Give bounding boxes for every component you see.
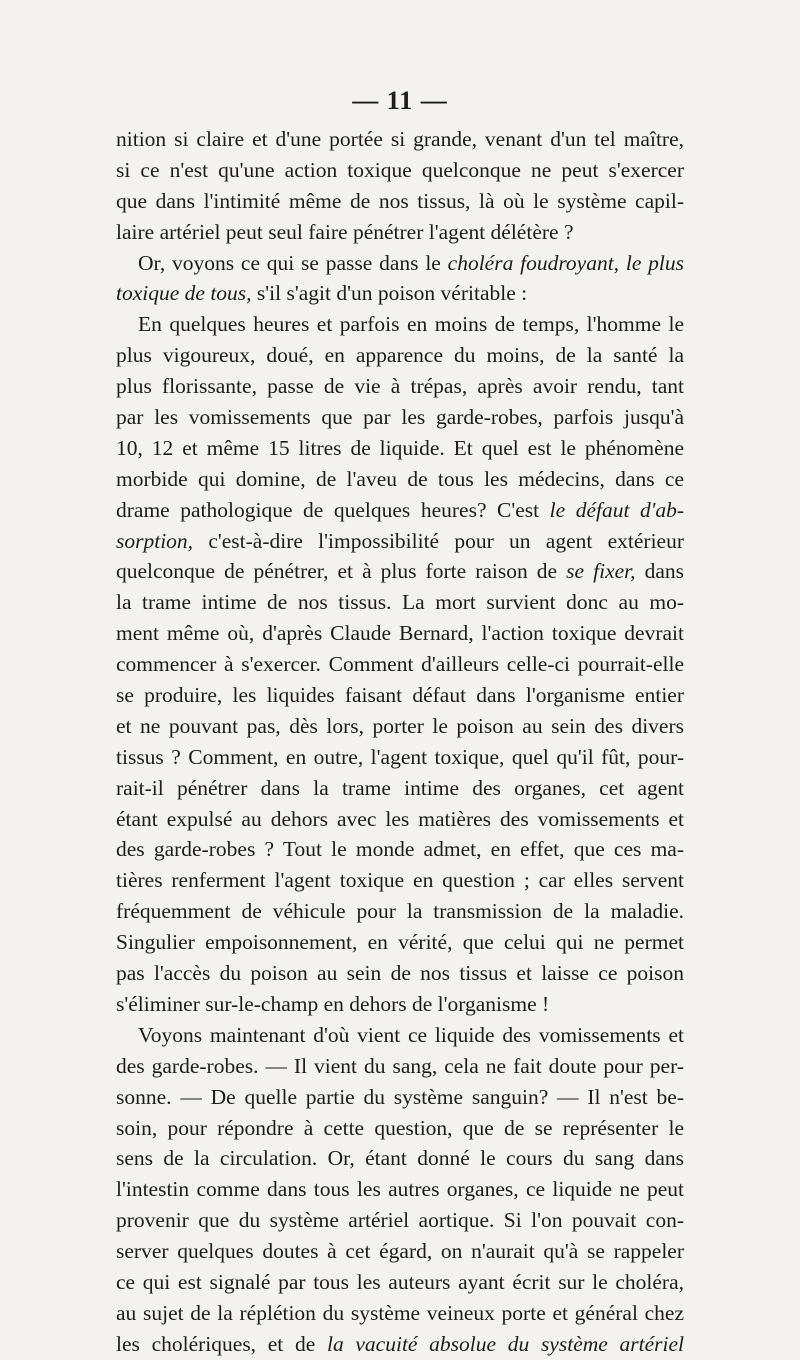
text-line: tissus ? Comment, en outre, l'agent toxique, quel qu'il fût, pour-: [116, 744, 684, 769]
italic-text: choléra foudroyant, le plus: [447, 250, 684, 275]
text-line: tières renferment l'agent toxique en question ; car elles servent: [116, 868, 684, 893]
text-line: soin, pour répondre à cette question, que de se représenter le: [116, 1115, 684, 1140]
text-line: s'éliminer sur-le-champ en dehors de l'organisme !: [116, 991, 550, 1016]
text-line: 10, 12 et même 15 litres de liquide. Et quel est le phénomène: [116, 435, 684, 460]
italic-text: le défaut d'ab-: [549, 497, 684, 522]
text-line: ment même où, d'après Claude Bernard, l'action toxique devrait: [116, 621, 684, 646]
text-line: étant expulsé au dehors avec les matières des vomissements et: [116, 806, 684, 831]
text-line: plus vigoureux, doué, en apparence du moins, de la santé la: [116, 343, 684, 368]
text-line: pas l'accès du poison au sein de nos tissus et laisse ce poison: [116, 961, 684, 986]
text-line: se produire, les liquides faisant défaut dans l'organisme entier: [116, 683, 684, 708]
text-line: des garde-robes ? Tout le monde admet, en effet, que ces ma-: [116, 837, 684, 862]
text-line: l'intestin comme dans tous les autres organes, ce liquide ne peut: [116, 1177, 684, 1202]
text-line: Or, voyons ce qui se passe dans le choléra foudroyant, le plus: [138, 250, 684, 275]
text-line: sens de la circulation. Or, étant donné le cours du sang dans: [116, 1146, 684, 1171]
text-line: En quelques heures et parfois en moins de temps, l'homme le: [138, 312, 684, 337]
text-line: server quelques doutes à cet égard, on n'aurait qu'à se rappeler: [116, 1239, 684, 1264]
italic-text: sorption,: [116, 528, 194, 553]
text-line: rait-il pénétrer dans la trame intime des organes, cet agent: [116, 775, 684, 800]
text-line: Voyons maintenant d'où vient ce liquide des vomissements et: [138, 1022, 684, 1047]
text-line: fréquemment de véhicule pour la transmission de la maladie.: [116, 899, 684, 924]
text-line: provenir que du système artériel aortique. Si l'on pouvait con-: [116, 1208, 684, 1233]
text-line: la trame intime de nos tissus. La mort survient donc au mo-: [116, 590, 684, 615]
text-line: plus florissante, passe de vie à trépas, après avoir rendu, tant: [116, 374, 684, 399]
page-number: — 11 —: [352, 86, 448, 115]
text-line: commencer à s'exercer. Comment d'ailleurs celle-ci pourrait-elle: [116, 652, 684, 677]
text-line: sorption, c'est-à-dire l'impossibilité pour un agent extérieur: [116, 528, 684, 553]
text-line: des garde-robes. — Il vient du sang, cela ne fait doute pour per-: [116, 1053, 684, 1078]
body-text: [116, 124, 684, 1360]
italic-text: se fixer,: [566, 559, 636, 584]
text-line: et ne pouvant pas, dès lors, porter le poison au sein des divers: [116, 713, 684, 738]
text-line: Singulier empoisonnement, en vérité, que celui qui ne permet: [116, 930, 684, 955]
text-line: drame pathologique de quelques heures? C'est le défaut d'ab-: [116, 497, 684, 522]
text-line: que dans l'intimité même de nos tissus, là où le système capil-: [116, 188, 684, 213]
text-line: sonne. — De quelle partie du système sanguin? — Il n'est be-: [116, 1084, 684, 1109]
text-line: les cholériques, et de la vacuité absolue du système artériel: [116, 1331, 684, 1356]
text-line: si ce n'est qu'une action toxique quelconque ne peut s'exercer: [116, 157, 684, 182]
text-line: quelconque de pénétrer, et à plus forte raison de se fixer, dans: [116, 559, 684, 584]
text-line: au sujet de la réplétion du système veineux porte et général chez: [116, 1300, 684, 1325]
italic-text: toxique de tous,: [116, 281, 252, 306]
italic-text: la vacuité absolue du système artériel: [326, 1331, 684, 1356]
text-line: ce qui est signalé par tous les auteurs ayant écrit sur le choléra,: [116, 1269, 684, 1294]
text-line: laire artériel peut seul faire pénétrer l'agent délétère ?: [116, 219, 574, 244]
text-line: toxique de tous, s'il s'agit d'un poison véritable :: [116, 281, 528, 306]
text-line: morbide qui domine, de l'aveu de tous les médecins, dans ce: [116, 466, 684, 491]
text-line: nition si claire et d'une portée si grande, venant d'un tel maître,: [116, 127, 684, 151]
text-line: par les vomissements que par les garde-robes, parfois jusqu'à: [116, 405, 684, 430]
